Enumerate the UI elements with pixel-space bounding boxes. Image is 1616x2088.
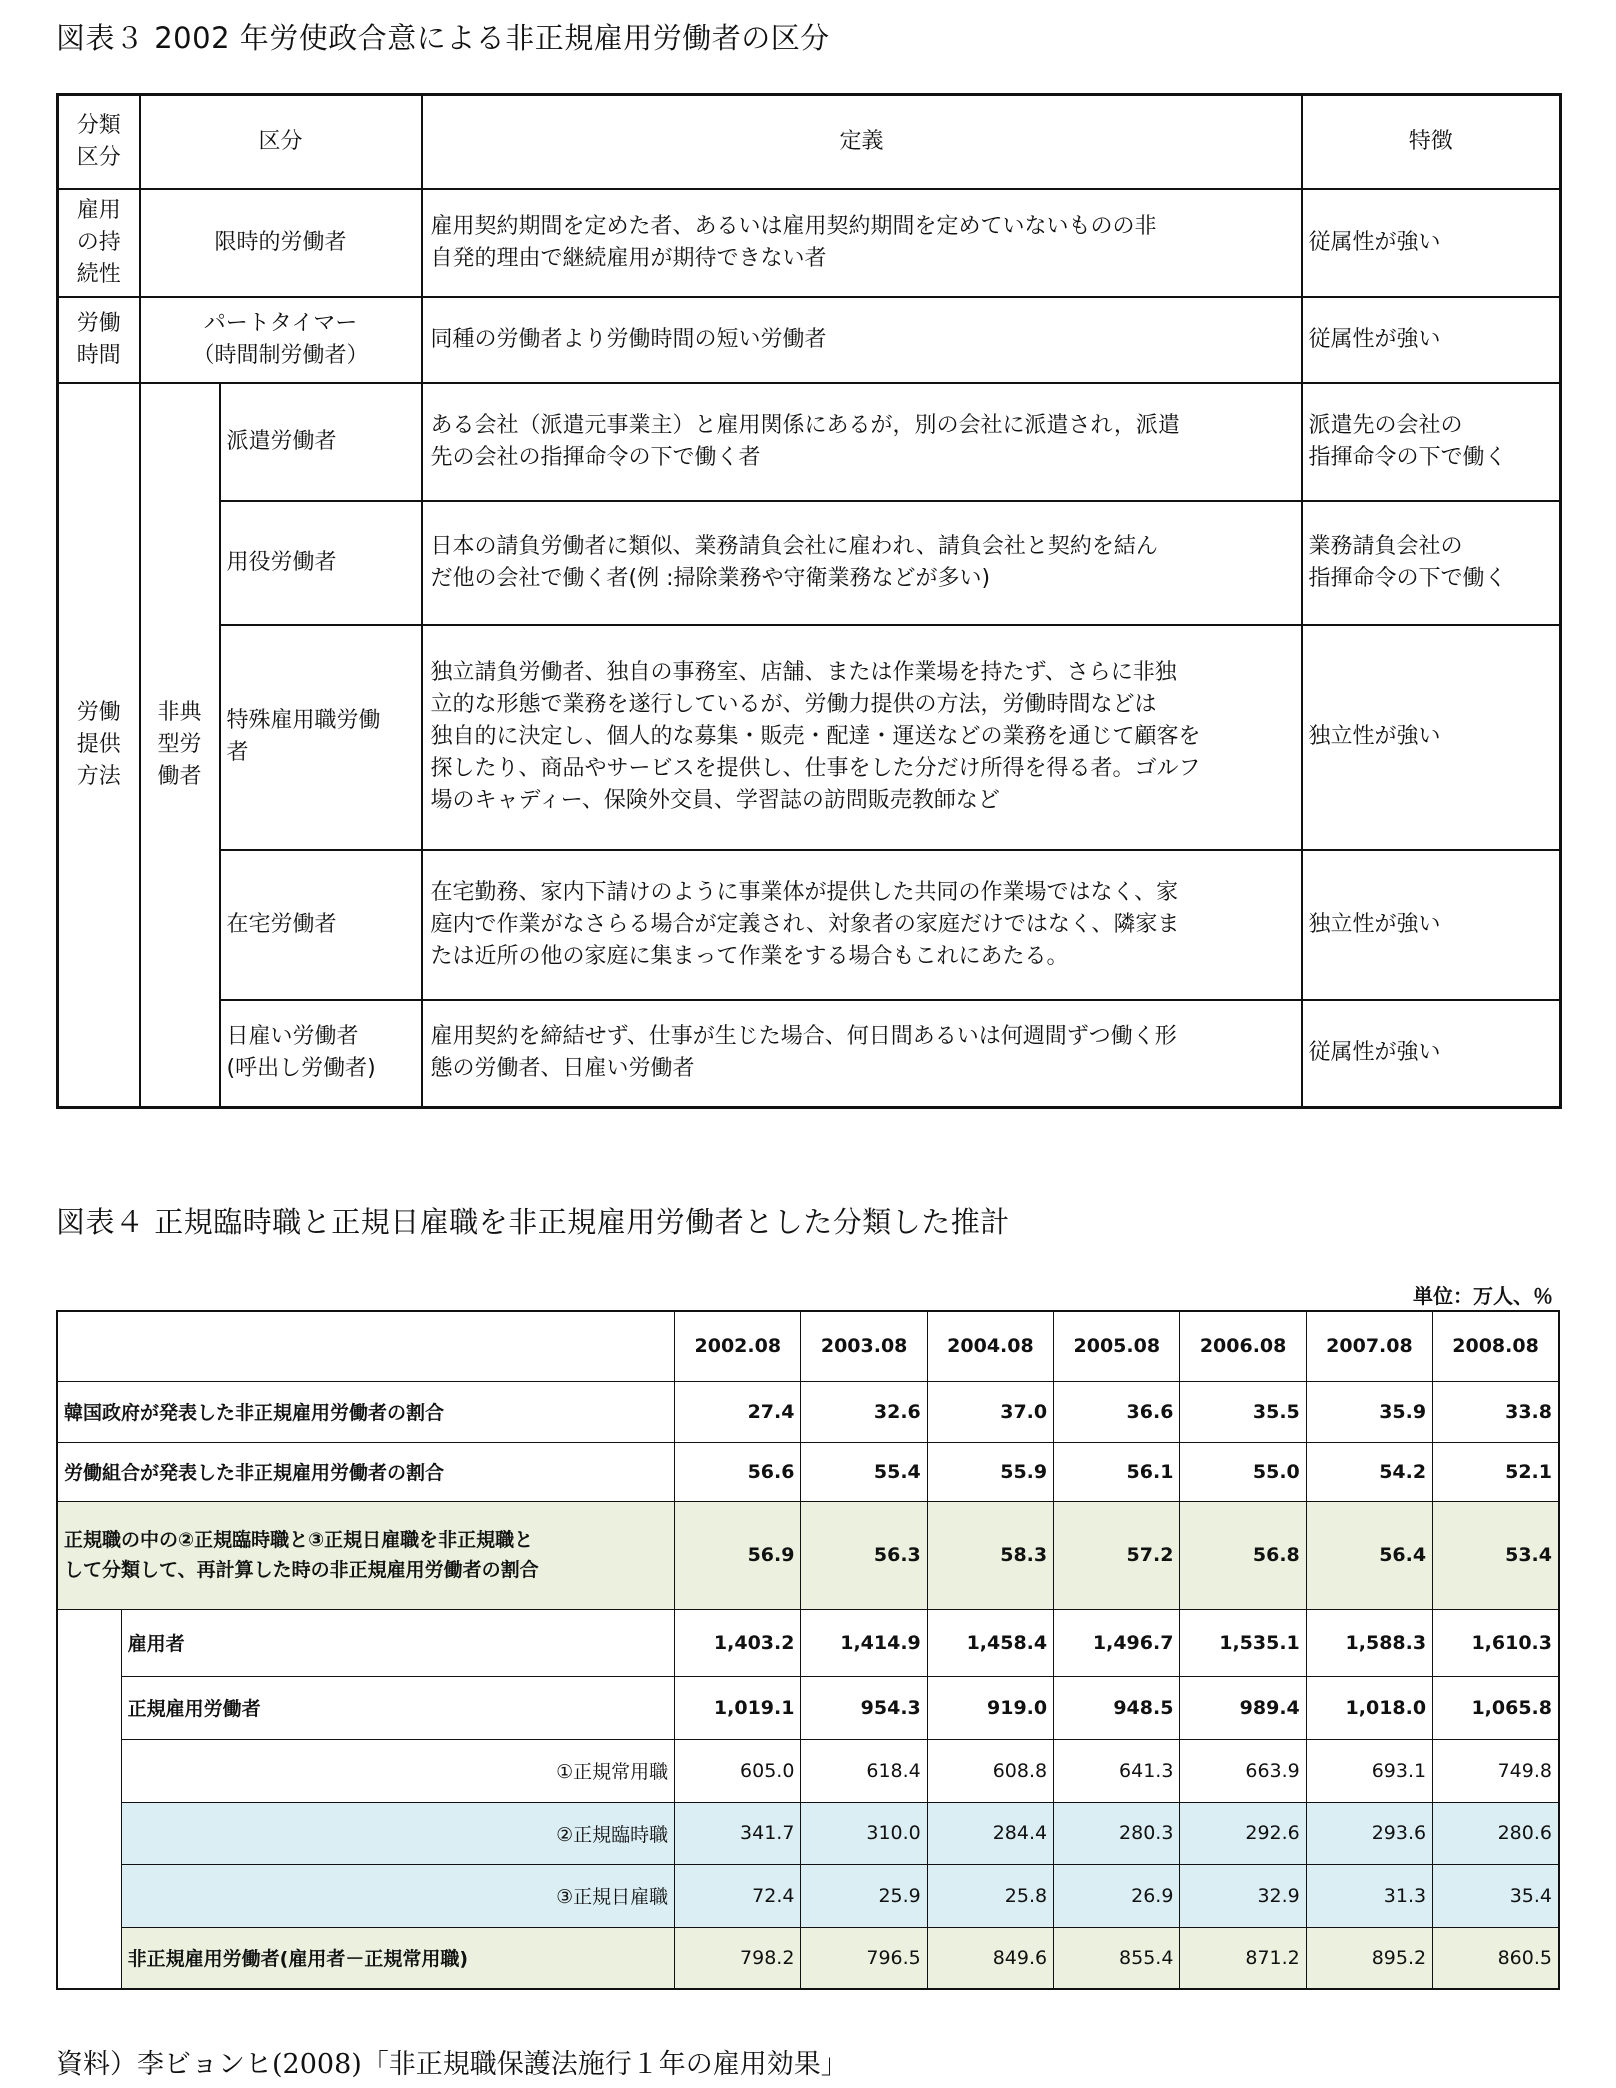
value-cell: 37.0: [927, 1381, 1053, 1442]
value-cell: 1,018.0: [1306, 1676, 1432, 1739]
value-cell: 849.6: [927, 1927, 1053, 1989]
value-cell: 56.4: [1306, 1501, 1432, 1609]
table3-row: [58, 1000, 1561, 1108]
value-cell: 871.2: [1180, 1927, 1306, 1989]
year-header: 2002.08: [675, 1311, 801, 1381]
table-row: [57, 1609, 1559, 1676]
value-cell: 341.7: [675, 1802, 801, 1864]
row-label: 雇用者: [121, 1609, 674, 1676]
value-cell: 58.3: [927, 1501, 1053, 1609]
value-cell: 1,414.9: [801, 1609, 927, 1676]
value-cell: 35.5: [1180, 1381, 1306, 1442]
year-header: 2003.08: [801, 1311, 927, 1381]
definition-cell: 在宅勤務、家内下請けのように事業体が提供した共同の作業場ではなく、家 庭内で作業がなさらる場合が定義され、対象者の家庭だけではなく、隣家ま たは近所の他の家庭に集まって作業をする場合もこれにあたる。: [422, 850, 1302, 1000]
feature-cell: 従属性が強い: [1302, 297, 1561, 383]
category-cell: 労働 提供 方法: [58, 383, 140, 1108]
value-cell: 895.2: [1306, 1927, 1432, 1989]
value-cell: 1,535.1: [1180, 1609, 1306, 1676]
header-class: 区分: [140, 95, 422, 189]
class-name: パートタイマー （時間制労働者）: [140, 297, 422, 383]
class-name: 限時的労働者: [140, 189, 422, 297]
row-label: ①正規常用職: [121, 1739, 674, 1802]
value-cell: 1,610.3: [1433, 1609, 1559, 1676]
table3-title: 図表３ 2002 年労使政合意による非正規雇用労働者の区分: [56, 21, 830, 55]
value-cell: 1,403.2: [675, 1609, 801, 1676]
table-row-highlight: [57, 1864, 1559, 1927]
row-label: 韓国政府が発表した非正規雇用労働者の割合: [57, 1381, 675, 1442]
value-cell: 948.5: [1054, 1676, 1180, 1739]
value-cell: 54.2: [1306, 1442, 1432, 1501]
header-category: 分類 区分: [58, 95, 140, 189]
table-row: [57, 1381, 1559, 1442]
table3-header-row: [58, 95, 1561, 189]
row-label: 非正規雇用労働者(雇用者－正規常用職): [121, 1927, 674, 1989]
value-cell: 53.4: [1433, 1501, 1559, 1609]
definition-cell: 同種の労働者より労働時間の短い労働者: [422, 297, 1302, 383]
value-cell: 608.8: [927, 1739, 1053, 1802]
value-cell: 919.0: [927, 1676, 1053, 1739]
value-cell: 55.9: [927, 1442, 1053, 1501]
value-cell: 27.4: [675, 1381, 801, 1442]
table3-row: [58, 501, 1561, 625]
row-label: 正規雇用労働者: [121, 1676, 674, 1739]
value-cell: 1,588.3: [1306, 1609, 1432, 1676]
year-header: 2008.08: [1433, 1311, 1559, 1381]
value-cell: 280.6: [1433, 1802, 1559, 1864]
value-cell: 605.0: [675, 1739, 801, 1802]
subcategory-cell: 非典 型労 働者: [140, 383, 220, 1108]
table3-row: [58, 297, 1561, 383]
feature-cell: 独立性が強い: [1302, 850, 1561, 1000]
value-cell: 954.3: [801, 1676, 927, 1739]
feature-cell: 従属性が強い: [1302, 1000, 1561, 1108]
value-cell: 56.3: [801, 1501, 927, 1609]
value-cell: 1,458.4: [927, 1609, 1053, 1676]
year-header: 2004.08: [927, 1311, 1053, 1381]
definition-cell: 日本の請負労働者に類似、業務請負会社に雇われ、請負会社と契約を結ん だ他の会社で働く者(例 :掃除業務や守衛業務などが多い): [422, 501, 1302, 625]
feature-cell: 独立性が強い: [1302, 625, 1561, 850]
value-cell: 32.6: [801, 1381, 927, 1442]
category-cell: 労働 時間: [58, 297, 140, 383]
value-cell: 56.6: [675, 1442, 801, 1501]
value-cell: 618.4: [801, 1739, 927, 1802]
value-cell: 36.6: [1054, 1381, 1180, 1442]
class-name: 用役労働者: [220, 501, 422, 625]
definition-cell: 雇用契約を締結せず、仕事が生じた場合、何日間あるいは何週間ずつ働く形 態の労働者、日雇い労働者: [422, 1000, 1302, 1108]
value-cell: 31.3: [1306, 1864, 1432, 1927]
table-row: [57, 1739, 1559, 1802]
class-name: 派遣労働者: [220, 383, 422, 501]
header-blank: [57, 1311, 675, 1381]
definition-cell: 独立請負労働者、独自の事務室、店舗、または作業場を持たず、さらに非独 立的な形態で業務を遂行しているが、労働力提供の方法，労働時間などは 独自的に決定し、個人的な募集・販売・配達・運送などの業務を通じて顧客を 探したり、商品やサービスを提供し、仕事をした分だけ所得を得る者。ゴルフ 場のキャディー、保険外交員、学習誌の訪問販売教師など: [422, 625, 1302, 850]
value-cell: 35.4: [1433, 1864, 1559, 1927]
value-cell: 72.4: [675, 1864, 801, 1927]
source-note: 資料）李ビョンヒ(2008)「非正規職保護法施行１年の雇用効果」: [56, 2049, 848, 2080]
value-cell: 32.9: [1180, 1864, 1306, 1927]
table-row-highlight: [57, 1802, 1559, 1864]
definition-cell: ある会社（派遣元事業主）と雇用関係にあるが，別の会社に派遣され，派遣 先の会社の指揮命令の下で働く者: [422, 383, 1302, 501]
value-cell: 52.1: [1433, 1442, 1559, 1501]
table3-row: [58, 625, 1561, 850]
row-label: 正規職の中の②正規臨時職と③正規日雇職を非正規職と して分類して、再計算した時の非正規雇用労働者の割合: [57, 1501, 675, 1609]
value-cell: 55.4: [801, 1442, 927, 1501]
table-row: [57, 1442, 1559, 1501]
value-cell: 57.2: [1054, 1501, 1180, 1609]
value-cell: 284.4: [927, 1802, 1053, 1864]
value-cell: 1,065.8: [1433, 1676, 1559, 1739]
year-header: 2006.08: [1180, 1311, 1306, 1381]
class-name: 在宅労働者: [220, 850, 422, 1000]
value-cell: 989.4: [1180, 1676, 1306, 1739]
table3-row: [58, 383, 1561, 501]
value-cell: 860.5: [1433, 1927, 1559, 1989]
year-header: 2007.08: [1306, 1311, 1432, 1381]
value-cell: 55.0: [1180, 1442, 1306, 1501]
feature-cell: 従属性が強い: [1302, 189, 1561, 297]
value-cell: 293.6: [1306, 1802, 1432, 1864]
value-cell: 693.1: [1306, 1739, 1432, 1802]
table4-header-row: [57, 1311, 1559, 1381]
row-label: ③正規日雇職: [121, 1864, 674, 1927]
header-definition: 定義: [422, 95, 1302, 189]
row-label: ②正規臨時職: [121, 1802, 674, 1864]
class-name: 日雇い労働者 (呼出し労働者): [220, 1000, 422, 1108]
table-row-highlight: [57, 1927, 1559, 1989]
value-cell: 749.8: [1433, 1739, 1559, 1802]
value-cell: 641.3: [1054, 1739, 1180, 1802]
class-name: 特殊雇用職労働 者: [220, 625, 422, 850]
value-cell: 1,496.7: [1054, 1609, 1180, 1676]
value-cell: 56.9: [675, 1501, 801, 1609]
value-cell: 310.0: [801, 1802, 927, 1864]
definition-cell: 雇用契約期間を定めた者、あるいは雇用契約期間を定めていないものの非 自発的理由で継続雇用が期待できない者: [422, 189, 1302, 297]
estimate-table: [56, 1310, 1560, 1990]
table3-row: [58, 189, 1561, 297]
category-cell: 雇用 の持 続性: [58, 189, 140, 297]
value-cell: 25.8: [927, 1864, 1053, 1927]
value-cell: 26.9: [1054, 1864, 1180, 1927]
value-cell: 280.3: [1054, 1802, 1180, 1864]
feature-cell: 業務請負会社の 指揮命令の下で働く: [1302, 501, 1561, 625]
value-cell: 56.8: [1180, 1501, 1306, 1609]
feature-cell: 派遣先の会社の 指揮命令の下で働く: [1302, 383, 1561, 501]
table-row-highlight: [57, 1501, 1559, 1609]
value-cell: 292.6: [1180, 1802, 1306, 1864]
row-label: 労働組合が発表した非正規雇用労働者の割合: [57, 1442, 675, 1501]
table4-title: 図表４ 正規臨時職と正規日雇職を非正規雇用労働者とした分類した推計: [56, 1205, 1010, 1239]
value-cell: 855.4: [1054, 1927, 1180, 1989]
header-feature: 特徴: [1302, 95, 1561, 189]
value-cell: 35.9: [1306, 1381, 1432, 1442]
indent-spacer: [57, 1609, 121, 1989]
year-header: 2005.08: [1054, 1311, 1180, 1381]
value-cell: 796.5: [801, 1927, 927, 1989]
worker-classification-table: [56, 93, 1562, 1109]
value-cell: 33.8: [1433, 1381, 1559, 1442]
value-cell: 663.9: [1180, 1739, 1306, 1802]
value-cell: 1,019.1: [675, 1676, 801, 1739]
unit-label: 単位：万人、％: [1413, 1284, 1553, 1308]
table-row: [57, 1676, 1559, 1739]
table3-row: [58, 850, 1561, 1000]
value-cell: 25.9: [801, 1864, 927, 1927]
value-cell: 798.2: [675, 1927, 801, 1989]
value-cell: 56.1: [1054, 1442, 1180, 1501]
